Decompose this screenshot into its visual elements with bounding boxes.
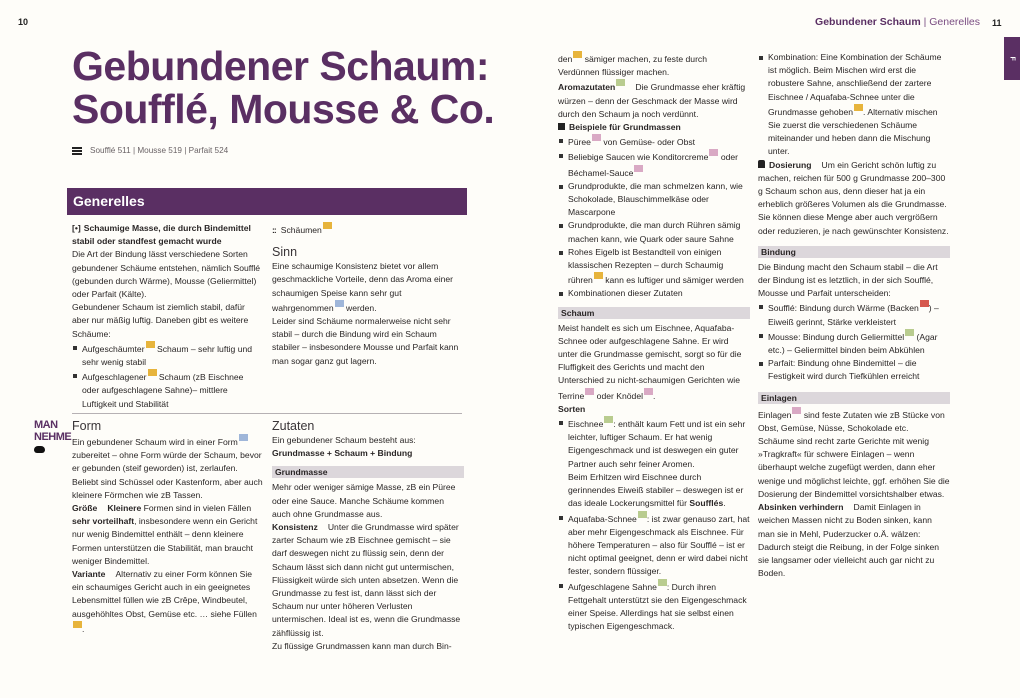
dosierung-para: Dosierung Um ein Gericht schön luftig zu machen, reichen für 500 g Grundmasse 200–300 g Schaum schon aus, denn dieser hat ja ein erheblich größeres Volumen als die Grundmasse. Sie können diese Menge aber auch vergrößern oder reduzieren, je nach gewünschter Konsistenz. [758, 159, 949, 236]
column-definition [72, 222, 262, 411]
list-item: Mousse: Bindung durch Geliermittel (Agar etc.) – Geliermittel binden beim Abkühlen [758, 329, 950, 357]
list-item: Kombination: Eine Kombination der Schäume ist möglich. Beim Mischen wird erst die robustere Sahne, anschließend der zartere Eischnee / Aquafaba-Schnee unter die Grundmasse gehoben . Alternativ mischen Sie zuerst die verschiedenen Schäume miteinander und heben dann die Mischung unter. [758, 51, 950, 159]
list-item: Grundprodukte, die man schmelzen kann, wie Schokolade, Blauschimmelkäse oder Mascarpone [558, 180, 750, 220]
heading-sinn: Sinn [272, 245, 298, 260]
column-form [72, 418, 264, 636]
grundmasse-para: Mehr oder weniger sämige Masse, zB ein Püree oder eine Sauce. Manche Schäume kommen auch ohne Grundmasse aus. [272, 482, 456, 519]
kombination-list [758, 51, 950, 159]
page-number-left: 10 [18, 17, 29, 27]
see-also-icon: :: [272, 225, 276, 235]
examples-icon [558, 123, 565, 130]
crossref-line[interactable] [72, 144, 228, 157]
reference-badge[interactable] [594, 272, 603, 279]
schaum-para: Meist handelt es sich um Eischnee, Aquafaba-Schnee oder aufgeschlagene Sahne. Er wird unter die Grundmasse gemischt, sorgt so für die Fluffigkeit des Gerichts und macht den Unterschied zu nicht-schaumigen Gerichten wie Terrine oder Knödel . [558, 322, 742, 401]
list-item: Eischnee : enthält kaum Fett und ist ein sehr leichter, luftiger Schaum. Er hat wenig Eigengeschmack und ist deswegen ein guter Partner auch sehr feiner Aromen. Beim Erhitzen wird Eischnee durch gerinnendes Eiweiß stabiler – deswegen ist er das ideale Lockerungsmittel für Soufflés. [558, 416, 750, 510]
bindung-para: Die Bindung macht den Schaum stabil – die Art der Bindung ist es letztlich, in der sich Soufflé, Mousse und Parfait unterscheiden: [758, 261, 938, 299]
sorten-heading: Sorten [558, 403, 586, 414]
subheader-grundmasse: Grundmasse [272, 466, 464, 478]
subheader-bindung: Bindung [758, 246, 950, 258]
zutaten-formula: Grundmasse + Schaum + Bindung [272, 448, 413, 459]
man-nehme-label: MAN NEHME [34, 419, 71, 453]
running-head: Gebundener Schaum | Generelles [815, 16, 980, 28]
chapter-thumb-tab[interactable]: F [1004, 37, 1020, 80]
beispiele-list [558, 134, 750, 300]
title-line-1: Gebundener Schaum: [72, 43, 490, 89]
list-item: Kombinationen dieser Zutaten [558, 287, 750, 300]
divider [72, 413, 462, 414]
para-sorten: Die Art der Bindung lässt verschiedene Sorten gebundener Schäume entstehen, nämlich Soufflé (gebunden durch Wärme), Mousse (Geliermittel) oder Parfait (Kälte). [72, 249, 261, 300]
subheader-schaum: Schaum [558, 307, 750, 319]
sinn-para-2: Leider sind Schäume normalerweise nicht sehr stabil – durch die Bindung wird ein Schaum stabiler – insbesondere Mousse und Parfait kann man sogar ganz gut lagern. [272, 316, 459, 366]
schaum-types-list [72, 341, 262, 411]
reference-badge[interactable] [585, 388, 594, 395]
definition: [•] Schaumige Masse, die durch Bindemittel stabil oder standfest gemacht wurde [72, 223, 251, 247]
zutaten-intro: Ein gebundener Schaum besteht aus: [272, 435, 416, 445]
title-line-2: Soufflé, Mousse & Co. [72, 86, 495, 132]
column-sinn [272, 222, 464, 368]
reference-badge[interactable] [604, 416, 613, 423]
sorten-list [558, 416, 750, 633]
list-item: Grundprodukte, die man durch Rühren sämig machen kann, wie Quark oder saure Sahne [558, 219, 750, 245]
variante-para: Variante Alternativ zu einer Form können Sie ein schaumiges Gericht auch in ein geeignetes Lebensmittel füllen wie zB Crêpe, Windbeutel, ausgehöhltes Obst, Gemüse etc. … siehe Füllen. [72, 569, 257, 634]
list-item: Aufgeschlagene Sahne : Durch ihren Fettgehalt unterstützt sie den Eigengeschmack einer Speise. Allerdings hat sie selbst einen typischen Eigengeschmack. [558, 579, 750, 634]
list-item: Aufgeschäumter Schaum – sehr luftig und sehr wenig stabil [72, 341, 262, 369]
reference-badge[interactable] [239, 434, 248, 441]
form-para: Ein gebundener Schaum wird in einer Form zubereitet – ohne Form würde der Schaum, bevor er gebunden (steif geworden) ist, zerlaufen. Beliebt sind Schüssel oder Kastenform, aber auch kleinere Förmchen wie zB Tassen. [72, 434, 264, 502]
einlagen-para: Einlagen sind feste Zutaten wie zB Stücke von Obst, Gemüse, Nüsse, Schokolade etc. [758, 407, 950, 435]
reference-badge[interactable] [644, 388, 653, 395]
section-header-generelles: Generelles [67, 188, 467, 215]
grundmasse-cont: Zu flüssige Grundmassen kann man durch Bin- [272, 640, 452, 651]
list-item: Püree von Gemüse- oder Obst [558, 134, 750, 149]
bindung-list [758, 300, 950, 383]
column-grundmasse-schaum [558, 51, 750, 633]
konsistenz-para: Konsistenz Unter die Grundmasse wird später zarter Schaum wie zB Eischnee gemischt – sie darf deswegen nicht zu flüssig sein, denn der Schaum lässt sich dann nicht gut untermischen, Flüssigkeit würde sich unten absetzen. Wenn die Grundmasse zu fest ist, dann lässt sich der Schaum nur unter höheren Verlusten untermischen. Ideal ist es, wenn die Grundmasse zähflüssig ist. [272, 522, 461, 638]
list-item: Soufflé: Bindung durch Wärme (Backen ) – Eiweiß gerinnt, Stärke verkleistert [758, 300, 950, 328]
reference-badge[interactable] [323, 222, 332, 229]
column-zutaten [272, 418, 464, 653]
hand-icon [34, 446, 45, 453]
page-title [72, 45, 512, 131]
weight-icon [758, 160, 765, 168]
reference-badge[interactable] [335, 300, 344, 307]
reference-badge[interactable] [905, 329, 914, 336]
reference-badge[interactable] [920, 300, 929, 307]
column-bindung-einlagen [758, 51, 950, 580]
reference-badge[interactable] [854, 104, 863, 111]
reference-badge[interactable] [148, 369, 157, 376]
reference-badge[interactable] [573, 51, 582, 58]
list-item: Beliebige Saucen wie Konditorcreme oder Béchamel-Sauce [558, 149, 750, 179]
sinn-para-1: Eine schaumige Konsistenz bietet vor allem geschmackliche Vorteile, denn das Aroma einer schaumigen Speise kann sehr gut wahrgenommen werden. [272, 261, 454, 313]
list-item: Rohes Eigelb ist Bestandteil von einigen klassischen Rezepten – durch Schaumig rühren kann es luftiger und sämiger werden [558, 246, 750, 288]
para-stabil: Gebundener Schaum ist ziemlich stabil, dafür aber nur mäßig luftig. Daneben gibt es weitere Schäume: [72, 302, 249, 339]
list-item: Aufgeschlagener Schaum (zB Eischnee oder aufgeschlagene Sahne)– mittlere Luftigkeit und Stabilität [72, 369, 262, 411]
reference-badge[interactable] [146, 341, 155, 348]
einlagen-para-2: Schäume sind recht zarte Gerichte mit wenig »Tragkraft« für schwere Einlagen – wenn überhaupt welche zugefügt werden, dann eher wenige und möglichst leichte, ggf. erhöhen Sie die Dosierung der Bindemittel vorsichtshalber etwas. [758, 436, 950, 499]
page-number-right: 11 [992, 18, 1002, 28]
reference-badge[interactable] [592, 134, 601, 141]
absinken-para: Absinken verhindern Damit Einlagen in weichen Massen nicht zu Boden sinken, kann man sie in Mehl, Puderzucker o.Ä. wälzen: Dadurch steigt die Reibung, in der Folge sinken sie langsamer oder vielleicht auch gar nicht zu Boden. [758, 502, 940, 579]
heading-form: Form [72, 419, 102, 433]
reference-badge[interactable] [658, 579, 667, 586]
reference-badge[interactable] [638, 511, 647, 518]
list-item: Aquafaba-Schnee : ist zwar genauso zart, hat aber mehr Eigengeschmack als Eischnee. Für höhere Temperaturen – also für Soufflé – ist er nicht optimal geeignet, denn er wird dabei nicht fester, sondern flüssiger. [558, 511, 750, 579]
reference-badge[interactable] [616, 79, 625, 86]
heading-zutaten: Zutaten [272, 419, 315, 433]
reference-badge[interactable] [73, 621, 82, 628]
beispiele-heading: Beispiele für Grundmassen [558, 121, 750, 134]
groesse-para: Größe Kleinere Formen sind in vielen Fällen sehr vorteilhaft, insbesondere wenn ein Gericht nur wenig Bindemittel enthält – denn kleinere Formen unterstützen die Stabilität, man braucht weniger Bindemittel. [72, 503, 258, 566]
aroma-para: Aromazutaten Die Grundmasse eher kräftig würzen – denn der Geschmack der Masse wird durch den Schaum ja noch verdünnt. [558, 79, 750, 121]
grundmasse-cont-2: den sämiger machen, zu feste durch Verdünnen flüssiger machen. [558, 51, 750, 79]
subheader-einlagen: Einlagen [758, 392, 950, 404]
list-item: Parfait: Bindung ohne Bindemittel – die Festigkeit wird durch Tiefkühlen erreicht [758, 357, 950, 383]
crossref-text[interactable]: Soufflé 511 | Mousse 519 | Parfait 524 [90, 146, 229, 155]
see-also[interactable]: :: Schäumen [272, 222, 464, 237]
definition-icon: [•] [72, 223, 81, 233]
list-icon [72, 147, 82, 155]
reference-badge[interactable] [634, 165, 643, 172]
